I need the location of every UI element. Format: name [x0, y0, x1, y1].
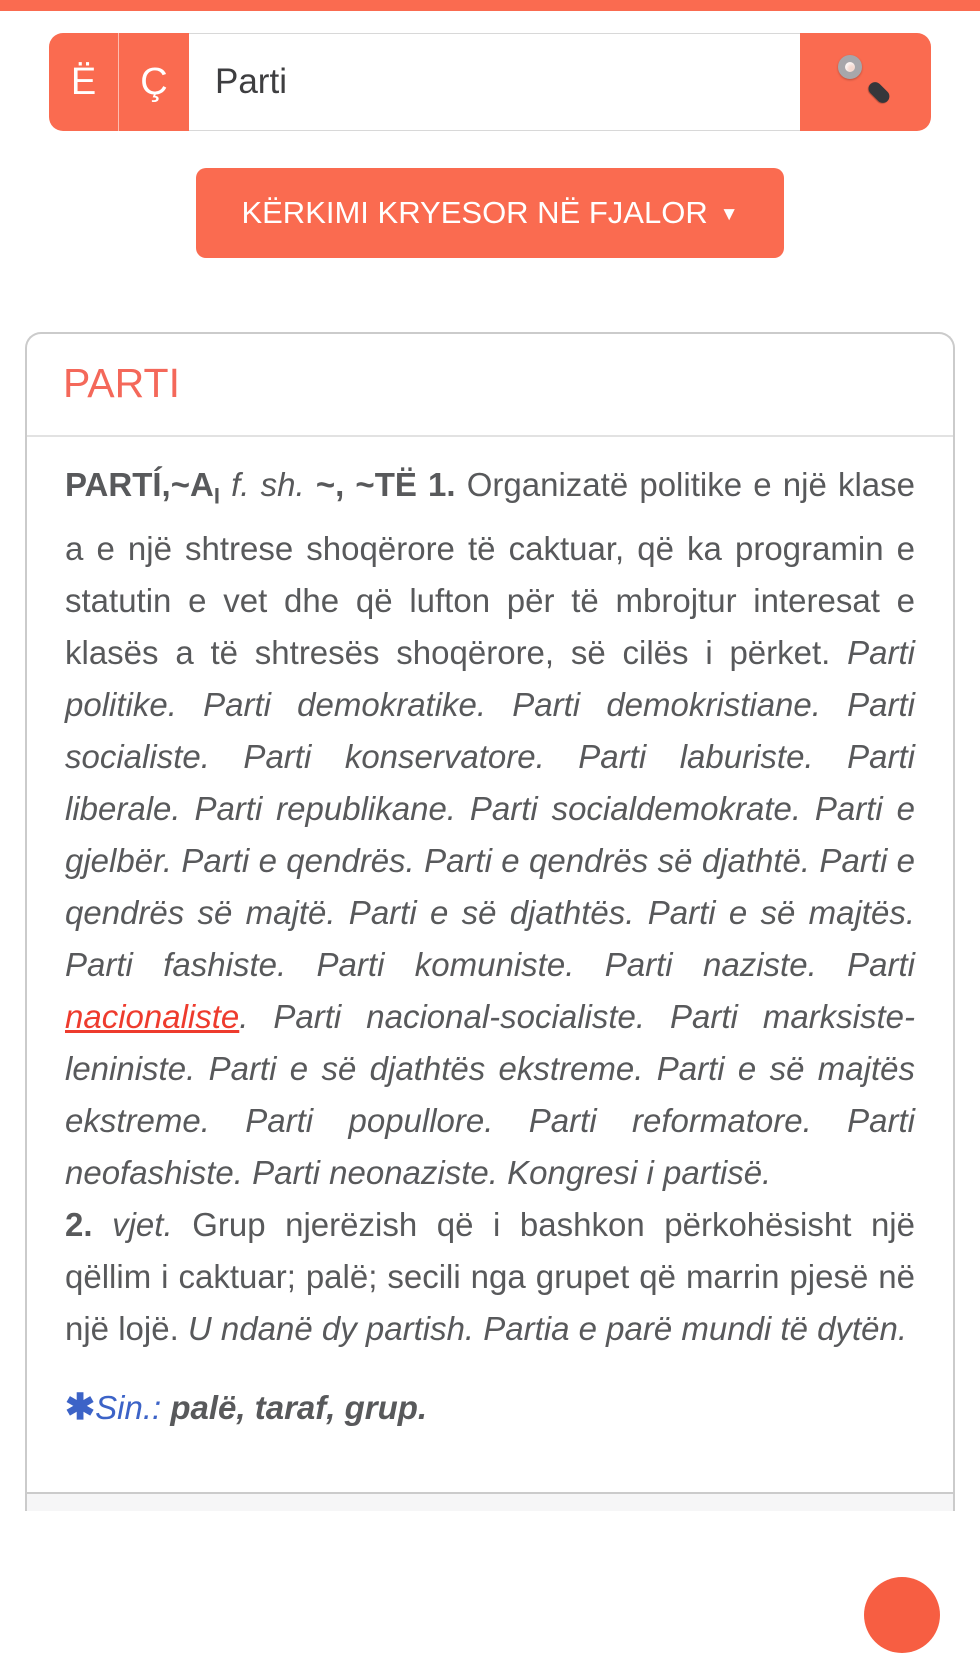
- search-input[interactable]: [189, 33, 800, 131]
- search-bar: [49, 33, 931, 131]
- synonym-words: palë, taraf, grup.: [170, 1388, 428, 1426]
- nacionaliste-link[interactable]: nacionaliste: [65, 997, 240, 1035]
- app-top-bar: [0, 0, 980, 11]
- search-mode-dropdown[interactable]: [196, 168, 784, 258]
- special-char-button-c[interactable]: Ç: [119, 33, 189, 131]
- synonym-line: [65, 1381, 915, 1434]
- sense-2: [65, 1199, 915, 1355]
- grammar-label: f. sh.: [219, 466, 316, 503]
- search-mode-label: KËRKIMI KRYESOR NË FJALOR: [241, 195, 708, 230]
- entry-body: [27, 437, 953, 1492]
- chevron-down-icon: ▼: [719, 204, 739, 225]
- plural-forms: ~, ~TË: [315, 466, 429, 503]
- headword-subscript: I: [213, 483, 220, 509]
- sense-2-usage-label: vjet.: [112, 1205, 193, 1243]
- footer-panel: [25, 1494, 955, 1511]
- headword: PARTÍ,~A: [65, 466, 214, 503]
- sense-2-examples: U ndanë dy partish. Partia e parë mundi të dytën.: [187, 1309, 908, 1347]
- sense-1: [65, 459, 915, 1199]
- search-button[interactable]: [800, 33, 931, 131]
- sense-1-definition: Organizatë politike e një klase a e një shtrese shoqërore të caktuar, që ka programin e statutin e vet dhe që lufton për të mbrojtur interesat e klasës a të shtresës shoqërore, së cilës i përket.: [65, 466, 915, 671]
- special-char-button-e[interactable]: Ë: [49, 33, 119, 131]
- dictionary-entry-card: [25, 332, 955, 1492]
- sense-2-definition: Grup njerëzish që i bashkon përkohësisht një qëllim i caktuar; palë; secili nga grupet që marrin pjesë në një lojë.: [65, 1205, 915, 1347]
- asterisk-icon: ✱: [65, 1385, 96, 1427]
- sense-1-number: 1.: [428, 466, 467, 503]
- entry-title: PARTI: [63, 360, 180, 406]
- floating-action-button[interactable]: [864, 1577, 940, 1653]
- sense-1-examples-cont: . Parti nacional-socialiste. Parti marksiste-leniniste. Parti e së djathtës ekstreme. Parti e së majtës ekstreme. Parti popullore. Parti reformatore. Parti neofashiste. Parti neonaziste. Kongresi i partisë.: [65, 997, 915, 1191]
- entry-header: [27, 334, 953, 437]
- magnifier-icon: [838, 55, 892, 109]
- sense-1-examples: Parti politike. Parti demokratike. Parti demokristiane. Parti socialiste. Parti konservatore. Parti laburiste. Parti liberale. Parti republikane. Parti socialdemokrate. Parti e gjelbër. Parti e qendrës. Parti e qendrës së djathtë. Parti e qendrës së majtë. Parti e së djathtës. Parti e së majtës. Parti fashiste. Parti komuniste. Parti naziste. Parti: [65, 633, 915, 983]
- synonym-label-link[interactable]: Sin.:: [95, 1388, 171, 1426]
- sense-2-number: 2.: [65, 1205, 113, 1243]
